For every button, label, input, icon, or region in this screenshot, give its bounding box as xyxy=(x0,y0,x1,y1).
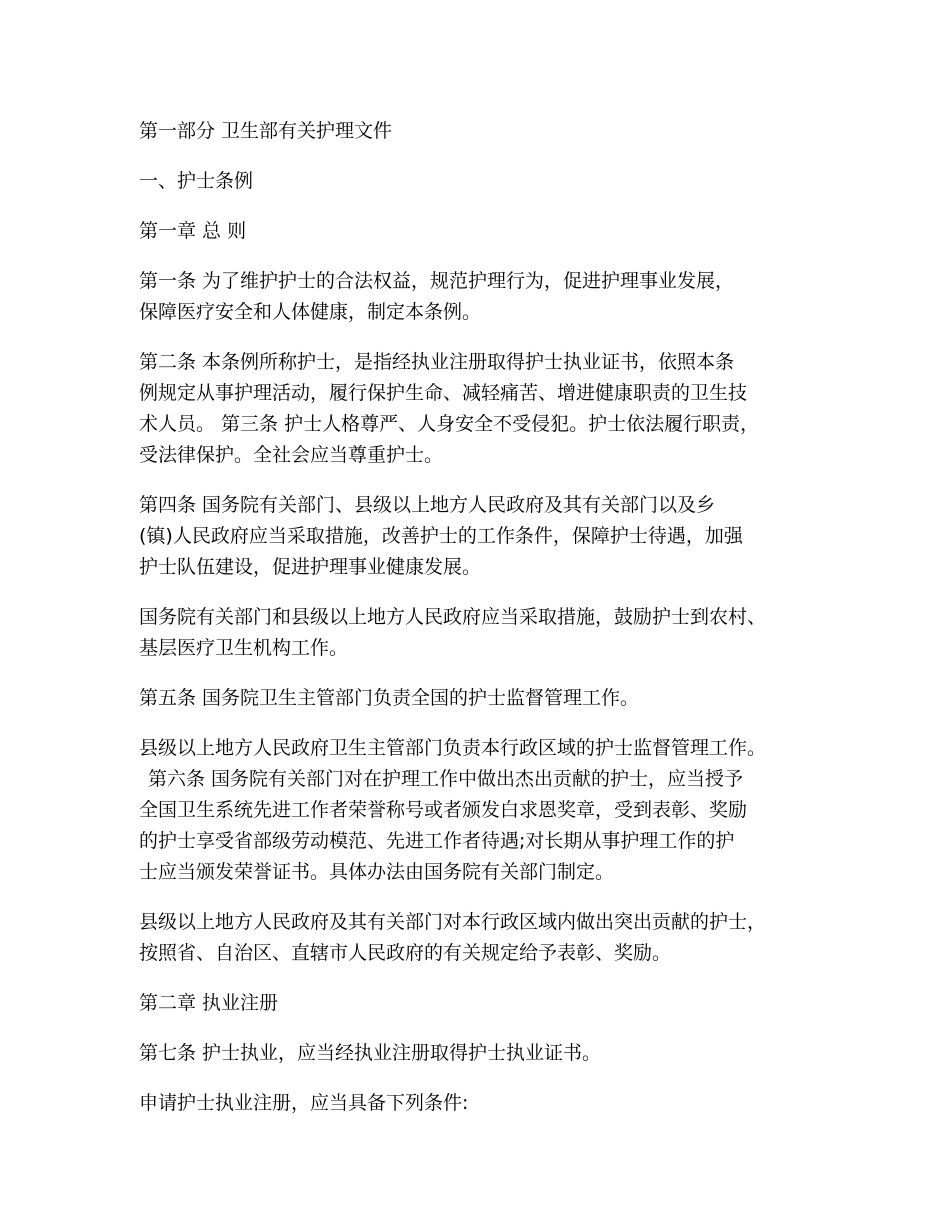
text-line: 第七条 护士执业，应当经执业注册取得护士执业证书。 xyxy=(139,1042,602,1064)
text-line: 士应当颁发荣誉证书。具体办法由国务院有关部门制定。 xyxy=(139,861,615,883)
text-line: 第六条 国务院有关部门对在护理工作中做出杰出贡献的护士，应当授予 xyxy=(148,768,744,790)
text-line: 县级以上地方人民政府卫生主管部门负责本行政区域的护士监督管理工作。 xyxy=(139,737,767,759)
text-line: 例规定从事护理活动，履行保护生命、减轻痛苦、增进健康职责的卫生技 xyxy=(139,382,748,404)
text-line: (镇)人民政府应当采取措施，改善护士的工作条件，保障护士待遇，加强 xyxy=(139,525,743,547)
chapter-heading: 第二章 执业注册 xyxy=(139,992,279,1014)
text-line: 第二条 本条例所称护士，是指经执业注册取得护士执业证书，依照本条 xyxy=(139,351,735,373)
text-line: 基层医疗卫生机构工作。 xyxy=(139,637,349,659)
text-line: 第四条 国务院有关部门、县级以上地方人民政府及其有关部门以及乡 xyxy=(139,494,716,516)
text-line: 县级以上地方人民政府及其有关部门对本行政区域内做出突出贡献的护士， xyxy=(139,911,767,933)
text-line: 第五条 国务院卫生主管部门负责全国的护士监督管理工作。 xyxy=(139,687,640,709)
text-line: 申请护士执业注册，应当具备下列条件: xyxy=(139,1092,469,1114)
text-line: 全国卫生系统先进工作者荣誉称号或者颁发白求恩奖章，受到表彰、奖励 xyxy=(139,799,748,821)
section-heading: 一、护士条例 xyxy=(139,170,254,192)
text-line: 的护士享受省部级劳动模范、先进工作者待遇;对长期从事护理工作的护 xyxy=(139,830,735,852)
text-line: 保障医疗安全和人体健康，制定本条例。 xyxy=(139,301,482,323)
part-heading: 第一部分 卫生部有关护理文件 xyxy=(139,120,393,142)
text-line: 按照省、自治区、直辖市人民政府的有关规定给予表彰、奖励。 xyxy=(139,942,672,964)
text-line: 第一条 为了维护护士的合法权益，规范护理行为，促进护理事业发展， xyxy=(139,270,735,292)
text-line: 国务院有关部门和县级以上地方人民政府应当采取措施，鼓励护士到农村、 xyxy=(139,606,767,628)
text-line: 受法律保护。全社会应当尊重护士。 xyxy=(139,444,444,466)
text-line: 护士队伍建设，促进护理事业健康发展。 xyxy=(139,556,482,578)
chapter-heading: 第一章 总 则 xyxy=(139,220,247,242)
text-line: 术人员。 第三条 护士人格尊严、人身安全不受侵犯。护士依法履行职责， xyxy=(139,413,760,435)
